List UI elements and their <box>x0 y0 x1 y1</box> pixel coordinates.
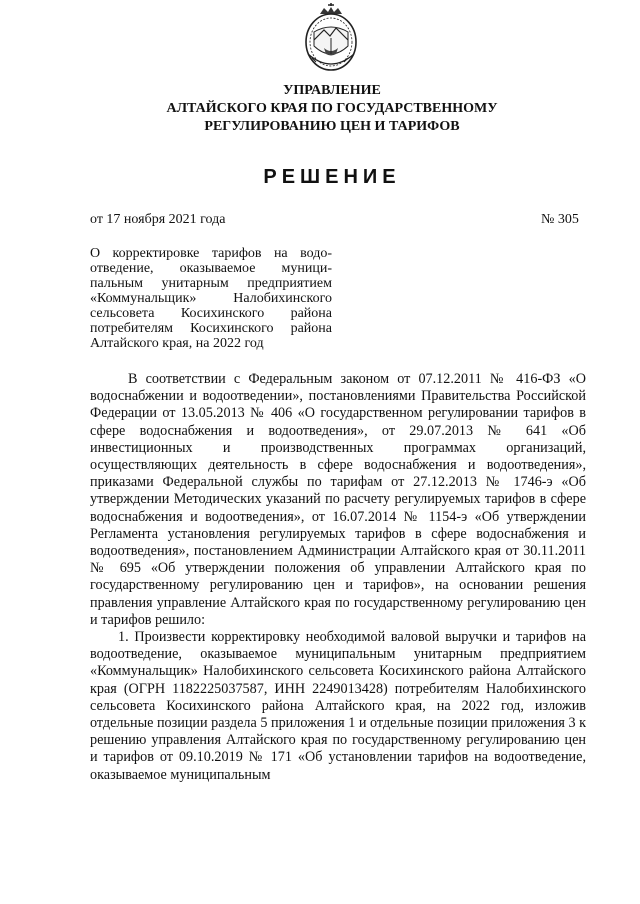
coat-of-arms-icon <box>302 2 360 72</box>
agency-line-2: АЛТАЙСКОГО КРАЯ ПО ГОСУДАРСТВЕННОМУ <box>166 101 498 116</box>
agency-line-3: РЕГУЛИРОВАНИЮ ЦЕН И ТАРИФОВ <box>204 119 460 134</box>
preamble-paragraph: В соответствии с Федеральным законом от 07.12.2011 № 416-ФЗ «О водоснабжении и водоотведении», постановлениями Правительства Российской Федерации от 13.05.2013 № 406 «О государственном регулировании тарифов в сфере водоснабжения и водоотведения», от 29.07.2013 № 641 «Об инвестиционных и производственных программах организаций, осуществляющих деятельность в сфере водоснабжения и водоотведения», приказами Федеральной службы по тарифам от 27.12.2013 № 1746-э «Об утверждении Методических указаний по расчету регулируемых тарифов в сфере водоснабжения и водоотведения», от 16.07.2014 № 1154-э «Об утверждении Регламента установления регулируемых тарифов в сфере водоснабжения и водоотведения», постановлением Администрации Алтайского края от 30.11.2011 № 695 «Об утверждении положения об управлении Алтайского края по государственному регулированию цен и тарифов», на основании решения правления управление Алтайского края по государственному регулированию цен и тарифов решило: <box>90 371 586 628</box>
decision-date: от 17 ноября 2021 года <box>90 212 226 227</box>
decision-subject: О корректировке тарифов на водо-отведение, оказываемое муници-пальным унитарным предприятием «Коммунальщик» Налобихинского сельсовета Косихинского района потребителям Косихинского района Алтайского края, на 2022 год <box>90 246 332 351</box>
decision-body <box>90 371 586 784</box>
decision-number: № 305 <box>541 212 579 227</box>
document-type-title: РЕШЕНИЕ <box>263 166 401 188</box>
item-1-paragraph: 1. Произвести корректировку необходимой валовой выручки и тарифов на водоотведение, оказываемое муниципальным унитарным предприятием «Коммунальщик» Налобихинского сельсовета Косихинского района Алтайского края (ОГРН 1182225037587, ИНН 2249013428) потребителям Налобихинского сельсовета Косихинского района Алтайского края, на 2022 год, изложив отдельные позиции раздела 5 приложения 1 и отдельные позиции приложения 3 к решению управления Алтайского края по государственному регулированию цен и тарифов от 09.10.2019 № 171 «Об установлении тарифов на водоотведение, оказываемое муниципальным <box>90 629 586 783</box>
agency-line-1: УПРАВЛЕНИЕ <box>283 83 381 98</box>
agency-name <box>90 82 574 136</box>
